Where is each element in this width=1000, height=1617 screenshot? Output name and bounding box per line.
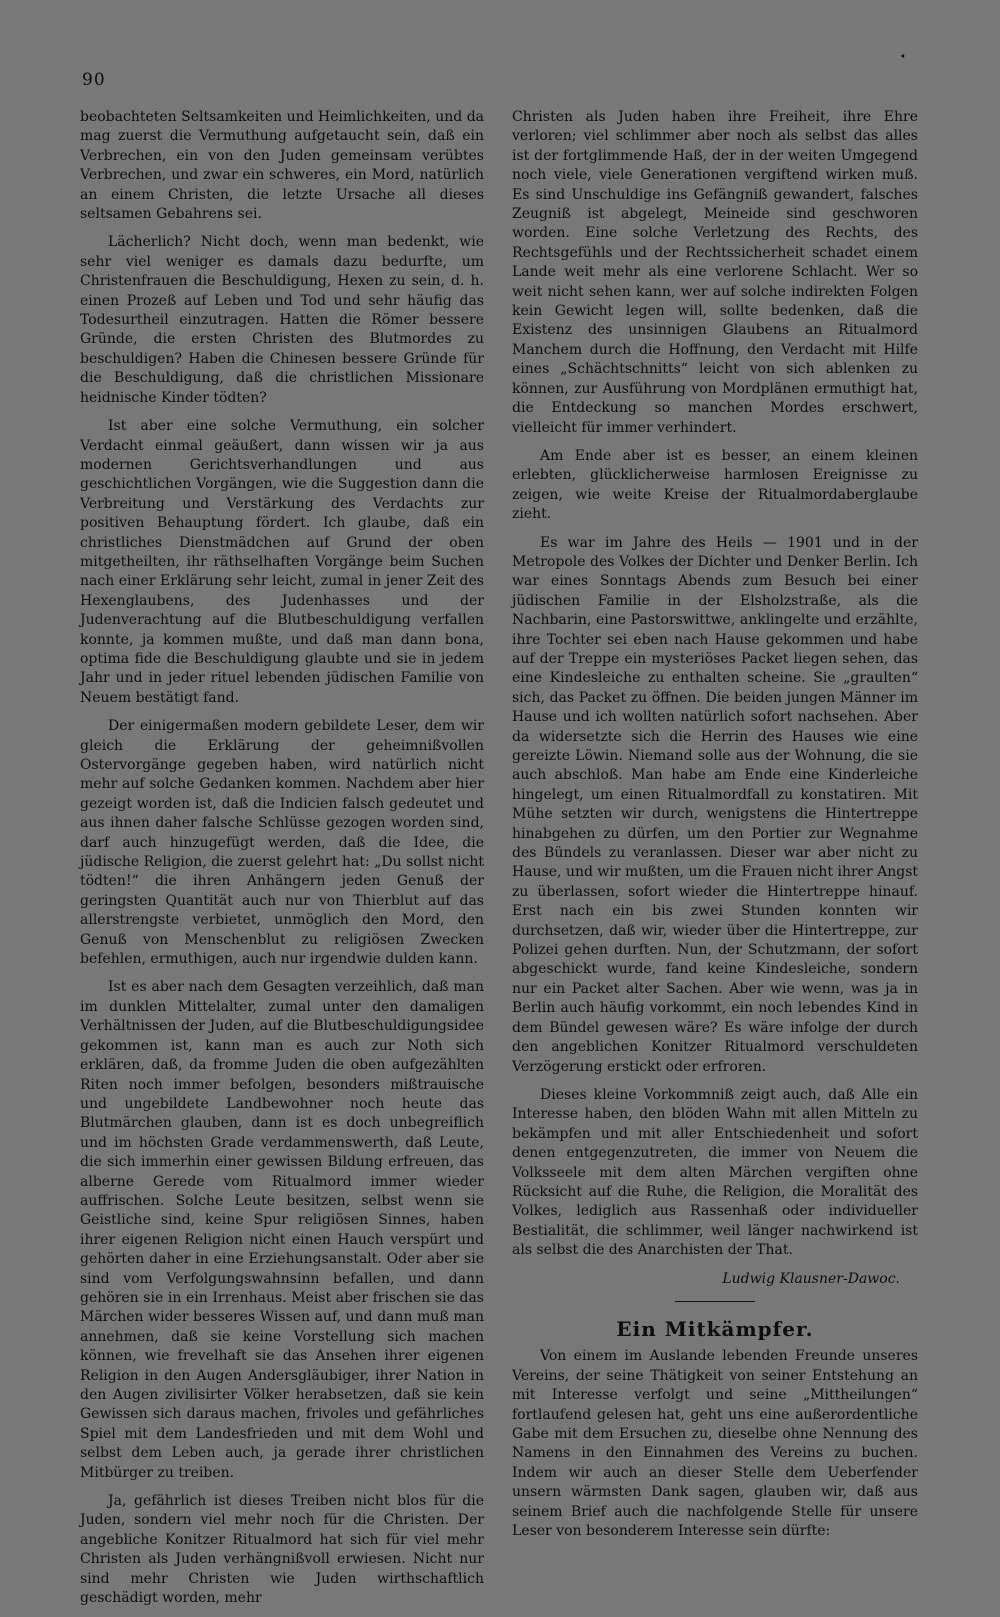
section-title: Ein Mitkämpfer.	[616, 1316, 814, 1341]
paragraph: Ist aber eine solche Vermuthung, ein solcher Verdacht einmal geäußert, dann wissen wir ja aus modernen Gerichtsverhandlungen und aus geschichtlichen Vorgängen, wie die Suggestion dann die Verbreitung und Verstärkung des Verdachts zur positiven Behauptung fördert. Ich glaube, daß ein christliches Dienstmädchen auf Grund der oben mitgetheilten, ihr räthselhaften Vorgänge beim Suchen nach einer Erklärung sehr leicht, zumal in jener Zeit des Hexenglaubens, des Judenhasses und der Judenverachtung auf die Blutbeschuldigung verfallen konnte, ja kommen mußte, und daß man dann bona, optima fide die Beschuldigung glaubte und sie in jedem Jahr und in jeder rituel lebenden jüdischen Familie von Neuem bestätigt fand.	[80, 418, 484, 706]
paragraph: Ja, gefährlich ist dieses Treiben nicht blos für die Juden, sondern viel mehr noch für die Christen. Der angebliche Konitzer Ritualmord hat sich für viel mehr Christen als Juden verhängnißvoll erwiesen. Nicht nur sind mehr Christen wie Juden wirthschaftlich geschädigt worden, mehr	[80, 1493, 484, 1607]
paragraph: Dieses kleine Vorkommniß zeigt auch, daß Alle ein Interesse haben, den blöden Wahn mit allen Mitteln zu bekämpfen und mit aller Entschiedenheit und sofort denen entgegenzutreten, die immer von Neuem die Volksseele mit dem alten Märchen vergiften ohne Rücksicht auf die Ruhe, die Religion, die Moralität des Volkes, lediglich aus Rassenhaß oder individueller Bestialität, die schlimmer, weil länger nachwirkend ist als selbst die des Anarchisten der That.	[512, 1086, 918, 1259]
speck-mark: •	[900, 52, 906, 63]
paragraph: Der einigermaßen modern gebildete Leser, dem wir gleich die Erklärung der geheimnißvollen Ostervorgänge gegeben haben, wird natürlich nicht mehr auf solche Gedanken kommen. Nachdem aber hier gezeigt worden ist, daß die Indicien falsch gedeutet und aus ihnen daher falsche Schlüsse gezogen worden sind, darf auch hinzugefügt werden, daß die Idee, die jüdische Religion, die zuerst gelehrt hat: „Du sollst nicht tödten!“ die ihren Anhängern jeden Genuß der geringsten Quantität auch nur von Thierblut auf das allerstrengste verbietet, unmöglich den Mord, den Genuß von Menschenblut zu religiösen Zwecken befehlen, ermuthigen, auch nur irgendwie dulden kann.	[80, 718, 484, 968]
right-column	[512, 108, 918, 1550]
paragraph: Christen als Juden haben ihre Freiheit, ihre Ehre verloren; viel schlimmer aber noch als selbst das alles ist der fortglimmende Haß, der in der weiten Umgegend noch viele, viele Generationen vergiftend wirken muß. Es sind Unschuldige ins Gefängniß gewandert, falsches Zeugniß ist abgelegt, Meineide sind geschworen worden. Eine solche Verletzung des Rechts, des Rechtsgefühls und der Rechtssicherheit schadet einem Lande weit mehr als eine verlorene Schlacht. Wer so weit nicht sehen kann, wer auf solche indirekten Folgen kein Gewicht legen will, sollte bedenken, daß die Existenz des unsinnigen Glaubens an Ritualmord Manchem durch die Hoffnung, den Verdacht mit Hilfe eines „Schächtschnitts“ leicht von sich ablenken zu können, zur Ausführung von Mordplänen ermuthigt hat, die Entdeckung so manchen Mordes erschwert, vielleicht für immer verhindert.	[512, 109, 918, 436]
left-column	[80, 108, 484, 1617]
paragraph: Von einem im Auslande lebenden Freunde unseres Vereins, der seine Thätigkeit von seiner Entstehung an mit Interesse verfolgt und seine „Mittheilungen“ fortlaufend gelesen hat, geht uns eine außerordentliche Gabe mit dem Ersuchen zu, dieselbe ohne Nennung des Namens in den Einnahmen des Vereins zu buchen. Indem wir auch an dieser Stelle dem Ueberfender unsern wärmsten Dank sagen, glauben wir, daß aus seinem Brief auch die nachfolgende Stelle für unsere Leser von besonderem Interesse sein dürfte:	[512, 1348, 918, 1540]
paragraph: Es war im Jahre des Heils — 1901 und in der Metropole des Volkes der Dichter und Denker Berlin. Ich war eines Sonntags Abends zum Besuch bei einer jüdischen Familie in der Elsholzstraße, als die Nachbarin, eine Pastorswittwe, anklingelte und erzählte, ihre Tochter sei eben nach Hause gekommen und habe auf der Treppe ein mysteriöses Packet liegen sehen, das eine Kindesleiche zu enthalten scheine. Sie „graulten“ sich, das Packet zu öffnen. Die beiden jungen Männer im Hause und ich wollten natürlich sofort nachsehen. Aber da widersetzte sich die Herrin des Hauses wie eine gereizte Löwin. Niemand solle aus der Wohnung, die sie auch abschloß. Man habe am Ende eine Kinderleiche hingelegt, um einen Ritualmordfall zu konstatiren. Mit Mühe setzten wir durch, wenigstens die Hintertreppe hinabgehen zu dürfen, um den Portier zur Wegnahme des Bündels zu veranlassen. Dieser war aber nicht zu Hause, und wir mußten, um die Frauen nicht ihrer Angst zu überlassen, sofort wieder die Hintertreppe hinauf. Erst nach ein bis zwei Stunden konnten wir durchsetzen, daß wir, wieder über die Hintertreppe, zur Polizei gehen durften. Nun, der Schutzmann, der sofort abgeschickt wurde, fand keine Kindesleiche, sondern nur ein Packet alter Sachen. Aber wie wenn, was ja in Berlin auch häufig vorkommt, ein noch lebendes Kind in dem Bündel gewesen wäre? Es wäre infolge der durch den angeblichen Konitzer Ritualmord verschuldeten Verzögerung erstickt oder erfroren.	[512, 534, 918, 1075]
paragraph: Lächerlich? Nicht doch, wenn man bedenkt, wie sehr viel weniger es damals dazu bedurfte, um Christenfrauen die Beschuldigung, Hexen zu sein, d. h. einen Prozeß auf Leben und Tod und sehr häufig das Todesurtheil einzutragen. Hatten die Römer bessere Gründe, die ersten Christen des Blutmordes zu beschuldigen? Haben die Chinesen bessere Gründe für die Beschuldigung, daß die christlichen Missionare heidnische Kinder tödten?	[80, 234, 484, 406]
paragraph: Ist es aber nach dem Gesagten verzeihlich, daß man im dunklen Mittelalter, zumal unter den damaligen Verhältnissen der Juden, auf die Blutbeschuldigungsidee gekommen ist, kann man es auch zur Noth sich erklären, daß, da fromme Juden die oben aufgezählten Riten noch immer befolgen, besonders mißtrauische und ungebildete Landbewohner noch heute das Blutmärchen glauben, dann ist es doch unbegreiflich und im höchsten Grade verdammenswerth, daß Leute, die sich immerhin einer gewissen Bildung erfreuen, das alberne Gerede vom Ritualmord immer wieder auffrischen. Solche Leute besitzen, selbst wenn sie Geistliche sind, keine Spur religiösen Sinnes, haben ihrer eigenen Religion nicht einen Hauch verspürt und gehörten daher in eine Erziehungsanstalt. Oder aber sie sind vom Verfolgungswahnsinn befallen, und dann gehören sie in ein Irrenhaus. Meist aber frischen sie das Märchen wider besseres Wissen auf, und dann muß man annehmen, daß sie keine Vorstellung sich machen können, wie frevelhaft sie das Ansehen ihrer eigenen Religion in den Augen Andersgläubiger, ihrer Nation in den Augen zivilisirter Völker herabsetzen, daß sie kein Gewissen sich daraus machen, frivoles und gefährliches Spiel mit dem Landesfrieden und mit dem Wohl und selbst dem Leben auch, ja gerade ihrer christlichen Mitbürger zu treiben.	[80, 979, 484, 1481]
page-number: 90	[82, 70, 106, 90]
paragraph: Am Ende aber ist es besser, an einem kleinen erlebten, glücklicherweise harmlosen Ereignisse zu zeigen, wie weite Kreise der Ritualmordaberglaube zieht.	[512, 447, 918, 523]
paragraph: beobachteten Seltsamkeiten und Heimlichkeiten, und da mag zuerst die Vermuthung aufgetaucht sein, daß ein Verbrechen, ein von den Juden gemeinsam verübtes Verbrechen, und zwar ein schweres, ein Mord, natürlich an einem Christen, die letzte Ursache all dieses seltsamen Gebahrens sei.	[80, 109, 484, 223]
author-signature: Ludwig Klausner-Dawoc.	[722, 1270, 900, 1287]
section-divider	[675, 1301, 755, 1302]
